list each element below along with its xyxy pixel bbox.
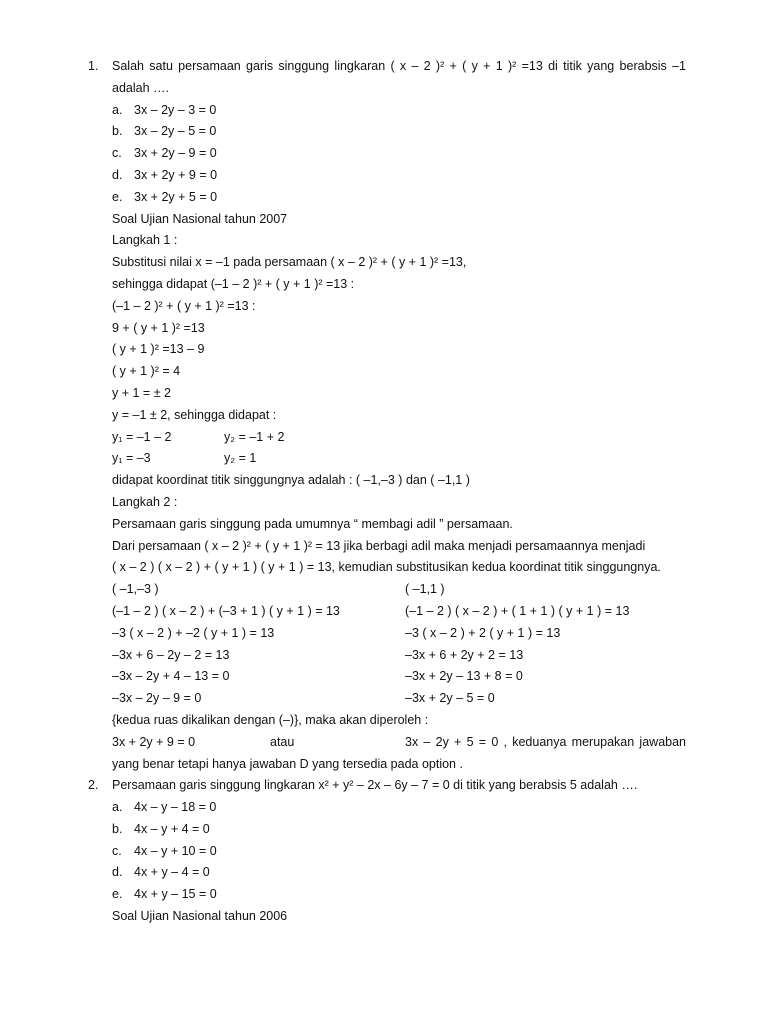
option-text: 3x + 2y + 9 = 0 (134, 167, 218, 182)
solution-line: Persamaan garis singgung pada umumnya “ membagi adil ” persamaan. (112, 516, 513, 531)
final-answer-row (0, 732, 768, 754)
left-column-line: ( –1,–3 ) (112, 582, 159, 597)
option-c (0, 841, 768, 863)
option-text: 3x + 2y – 9 = 0 (134, 146, 217, 161)
option-d (0, 165, 768, 187)
question-number: 2. (88, 778, 99, 793)
option-a (0, 797, 768, 819)
option-e (0, 884, 768, 906)
step-heading: Langkah 2 : (112, 494, 178, 509)
solution-line: Substitusi nilai x = –1 pada persamaan ( x – 2 )² + ( y + 1 )² =13, (112, 255, 467, 270)
final-left-equation: 3x + 2y + 9 = 0 (112, 734, 196, 749)
option-label: d. (112, 167, 123, 182)
solution-line: (–1 – 2 )² + ( y + 1 )² =13 : (112, 298, 256, 313)
y1-value: y₁ = –1 – 2 (112, 429, 172, 444)
y-values-row (0, 427, 768, 449)
right-column-line: –3x + 2y – 13 + 8 = 0 (405, 669, 523, 684)
final-conjunction: atau (270, 734, 295, 749)
option-label: a. (112, 800, 123, 815)
question-2 (0, 775, 768, 797)
y2-value: y₂ = –1 + 2 (224, 429, 285, 444)
solution-line: ( y + 1 )² = 4 (112, 364, 181, 379)
y2-value: y₂ = 1 (224, 451, 257, 466)
option-a (0, 100, 768, 122)
solution-line: yang benar tetapi hanya jawaban D yang tersedia pada option . (112, 756, 463, 771)
option-label: d. (112, 865, 123, 880)
two-column-row (0, 601, 768, 623)
two-column-row (0, 645, 768, 667)
solution-line: 9 + ( y + 1 )² =13 (112, 320, 205, 335)
right-column-line: –3x + 2y – 5 = 0 (405, 691, 495, 706)
question-number: 1. (88, 59, 99, 73)
source-note: Soal Ujian Nasional tahun 2007 (112, 211, 288, 226)
step-heading: Langkah 1 : (112, 233, 178, 248)
option-label: b. (112, 124, 123, 139)
option-text: 4x – y + 10 = 0 (134, 843, 217, 858)
source-note: Soal Ujian Nasional tahun 2006 (112, 909, 288, 924)
question-text: Salah satu persamaan garis singgung lingkaran ( x – 2 )² + ( y + 1 )² =13 di titik yang berabsis –1 adalah …. (112, 59, 686, 95)
solution-line: y = –1 ± 2, sehingga didapat : (112, 407, 277, 422)
solution-line: Dari persamaan ( x – 2 )² + ( y + 1 )² = 13 jika berbagi adil maka menjadi persamaannya menjadi (112, 538, 646, 553)
two-column-row (0, 666, 768, 688)
final-right-equation: 3x – 2y + 5 = 0 , keduanya merupakan jawaban (405, 734, 686, 749)
option-text: 3x + 2y + 5 = 0 (134, 189, 218, 204)
left-column-line: –3x – 2y + 4 – 13 = 0 (112, 669, 230, 684)
option-text: 4x – y – 18 = 0 (134, 800, 217, 815)
left-column-line: –3x – 2y – 9 = 0 (112, 691, 202, 706)
option-d (0, 862, 768, 884)
option-text: 4x – y + 4 = 0 (134, 821, 210, 836)
solution-line: ( y + 1 )² =13 – 9 (112, 342, 205, 357)
option-b (0, 819, 768, 841)
option-text: 4x + y – 15 = 0 (134, 887, 217, 902)
solution-line: didapat koordinat titik singgungnya adalah : ( –1,–3 ) dan ( –1,1 ) (112, 473, 470, 488)
question-1 (0, 56, 768, 100)
option-b (0, 121, 768, 143)
option-text: 3x – 2y – 5 = 0 (134, 124, 217, 139)
option-text: 3x – 2y – 3 = 0 (134, 102, 217, 117)
option-text: 4x + y – 4 = 0 (134, 865, 210, 880)
right-column-line: ( –1,1 ) (405, 582, 445, 597)
option-e (0, 187, 768, 209)
solution-line: sehingga didapat (–1 – 2 )² + ( y + 1 )² =13 : (112, 276, 355, 291)
option-label: c. (112, 843, 122, 858)
right-column-line: –3 ( x – 2 ) + 2 ( y + 1 ) = 13 (405, 625, 561, 640)
option-c (0, 143, 768, 165)
option-label: b. (112, 821, 123, 836)
left-column-line: (–1 – 2 ) ( x – 2 ) + (–3 + 1 ) ( y + 1 ) = 13 (112, 603, 340, 618)
left-column-line: –3x + 6 – 2y – 2 = 13 (112, 647, 230, 662)
left-column-line: –3 ( x – 2 ) + –2 ( y + 1 ) = 13 (112, 625, 275, 640)
two-column-row (0, 688, 768, 710)
y1-value: y₁ = –3 (112, 451, 151, 466)
solution-line: ( x – 2 ) ( x – 2 ) + ( y + 1 ) ( y + 1 ) = 13, kemudian substitusikan kedua koordinat titik singgungnya. (112, 560, 661, 575)
right-column-line: (–1 – 2 ) ( x – 2 ) + ( 1 + 1 ) ( y + 1 ) = 13 (405, 603, 630, 618)
solution-line: y + 1 = ± 2 (112, 385, 171, 400)
y-values-row (0, 448, 768, 470)
solution-line: {kedua ruas dikalikan dengan (–)}, maka akan diperoleh : (112, 712, 429, 727)
option-label: e. (112, 189, 123, 204)
option-label: c. (112, 146, 122, 161)
two-column-row (0, 579, 768, 601)
option-label: e. (112, 887, 123, 902)
question-text: Persamaan garis singgung lingkaran x² + y² – 2x – 6y – 7 = 0 di titik yang berabsis 5 adalah …. (112, 778, 638, 793)
option-label: a. (112, 102, 123, 117)
right-column-line: –3x + 6 + 2y + 2 = 13 (405, 647, 524, 662)
two-column-row (0, 623, 768, 645)
